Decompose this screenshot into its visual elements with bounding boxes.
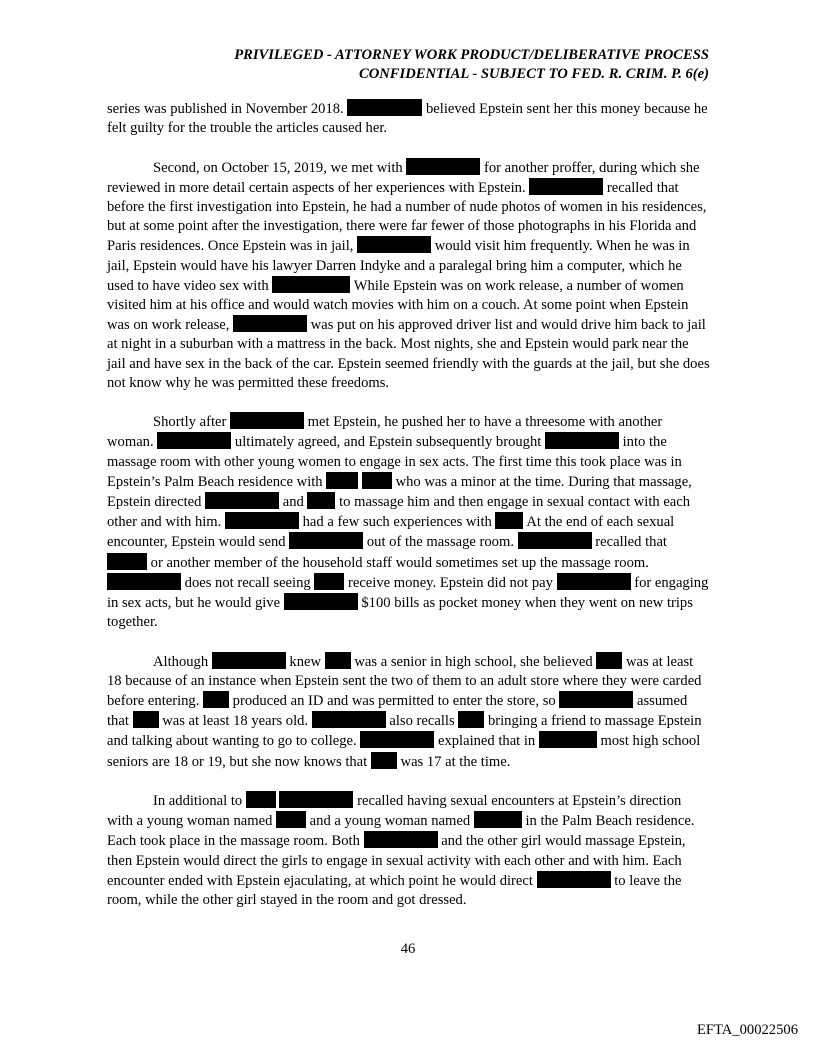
text-run: recalled that <box>591 534 667 551</box>
redaction-box <box>474 811 522 828</box>
redaction-box <box>284 593 358 610</box>
paragraph-1 <box>107 99 710 138</box>
text-run: Although <box>153 653 212 670</box>
text-run: or another member of the household staff would sometimes set up the massage room. <box>147 554 649 571</box>
paragraph-4 <box>107 652 710 772</box>
text-run: Shortly after <box>153 414 231 431</box>
text-run: to leave the room, while the other girl stayed in the room and got dressed. <box>107 872 682 909</box>
text-run: and the other girl would massage Epstein, then Epstein would direct the girls to engage in sexual activity with each other and with him. Each encounter ended with Epstein ejaculating, at which point he would direct <box>107 833 686 889</box>
redaction-box <box>406 158 480 175</box>
redaction-box <box>246 791 276 808</box>
redaction-box <box>212 652 286 669</box>
redaction-box <box>518 532 592 549</box>
document-id: EFTA_00022506 <box>697 1022 798 1038</box>
text-run: recalled that before the first investigation into Epstein, he had a number of nude photos of women in his residences, but at some point after the investigation, there were far fewer of those photographs in his Florida and Paris residences. Once Epstein was in jail, <box>107 179 707 255</box>
text-run: out of the massage room. <box>363 534 518 551</box>
text-run: met Epstein, he pushed her to have a threesome with another woman. <box>107 414 663 451</box>
redaction-box <box>107 553 147 570</box>
text-run: was a senior in high school, she believed <box>350 653 597 670</box>
paragraph-5 <box>107 791 710 910</box>
text-run: explained that in <box>434 733 539 750</box>
redaction-box <box>326 472 358 489</box>
redaction-box <box>289 532 363 549</box>
text-run: and <box>279 494 308 511</box>
text-run: Second, on October 15, 2019, we met with <box>153 159 407 176</box>
text-run: was put on his approved driver list and would drive him back to jail at night in a suburban with a mattress in the back. Most nights, she and Epstein would park near the jail and have sex in the back of the car. Epstein seemed friendly with the guards at the jail, but she does not know why he was permitted these freedoms. <box>107 317 710 391</box>
text-run: most high school seniors are 18 or 19, but she now knows that <box>107 733 701 770</box>
redaction-box <box>205 492 279 509</box>
text-run: who was a minor at the time. During that massage, Epstein directed <box>107 473 692 511</box>
redaction-box <box>545 432 619 449</box>
redaction-box <box>539 731 597 748</box>
redaction-box <box>230 412 304 429</box>
text-run: in the Palm Beach residence. Each took place in the massage room. Both <box>107 813 695 850</box>
redaction-box <box>312 711 386 728</box>
header-line-1: PRIVILEGED - ATTORNEY WORK PRODUCT/DELIBERATIVE PROCESS <box>234 47 709 63</box>
redaction-box <box>107 573 181 590</box>
text-run: $100 bills as pocket money when they went on new trips together. <box>107 595 693 631</box>
text-run: While Epstein was on work release, a number of women visited him at his office and would watch movies with him on a couch. At some point when Epstein was on work release, <box>107 277 689 334</box>
text-run: produced an ID and was permitted to enter the store, so <box>229 693 560 710</box>
redaction-box <box>276 811 306 828</box>
redaction-box <box>203 691 229 708</box>
text-run: was at least 18 because of an instance when Epstein sent the two of them to an adult store where they were carded before entering. <box>107 653 702 710</box>
redaction-box <box>225 512 299 529</box>
privilege-header <box>234 46 709 84</box>
text-run: to massage him and then engage in sexual contact with each other and with him. <box>107 494 691 531</box>
redaction-box <box>157 432 231 449</box>
redaction-box <box>357 236 431 253</box>
text-run: for engaging in sex acts, but he would give <box>107 574 709 612</box>
text-run: series was published in November 2018. <box>107 101 348 117</box>
paragraph-2 <box>107 158 710 393</box>
page-number: 46 <box>400 941 416 957</box>
header-line-2: CONFIDENTIAL - SUBJECT TO FED. R. CRIM. P. 6(e) <box>358 66 709 82</box>
text-run: knew <box>285 653 325 670</box>
text-run: and a young woman named <box>306 813 474 830</box>
redaction-box <box>233 315 307 332</box>
text-run: assumed that <box>107 693 688 730</box>
text-run: would visit him frequently. When he was in jail, Epstein would have his lawyer Darren Indyke and a paralegal bring him a computer, which he used to have video sex with <box>107 238 690 294</box>
document-body <box>107 99 710 929</box>
text-run: for another proffer, during which she reviewed in more detail certain aspects of her experiences with Epstein. <box>107 159 700 196</box>
redaction-box <box>307 492 335 509</box>
text-run: was at least 18 years old. <box>158 713 312 730</box>
redaction-box <box>495 512 523 529</box>
redaction-box <box>360 731 434 748</box>
redaction-box <box>537 871 611 888</box>
text-run: does not recall seeing <box>181 574 315 591</box>
text-run: In additional to <box>153 793 246 810</box>
redaction-box <box>362 472 392 489</box>
text-run: bringing a friend to massage Epstein and talking about wanting to go to college. <box>107 713 702 750</box>
redaction-box <box>529 178 603 195</box>
text-run: recalled having sexual encounters at Epstein’s direction with a young woman named <box>107 793 682 830</box>
redaction-box <box>371 752 397 769</box>
redaction-box <box>314 573 344 590</box>
redaction-box <box>272 276 350 293</box>
redaction-box <box>279 791 353 808</box>
redaction-box <box>364 831 438 848</box>
paragraph-3 <box>107 412 710 632</box>
text-run: was 17 at the time. <box>396 753 511 770</box>
text-run: receive money. Epstein did not pay <box>344 574 557 591</box>
redaction-box <box>557 573 631 590</box>
text-run: also recalls <box>385 713 459 730</box>
redaction-box <box>596 652 622 669</box>
redaction-box <box>458 711 484 728</box>
text-run: At the end of each sexual encounter, Epstein would send <box>107 514 675 551</box>
redaction-box <box>325 652 351 669</box>
redaction-box <box>559 691 633 708</box>
text-run: believed Epstein sent her this money because he felt guilty for the trouble the articles caused her. <box>107 101 708 137</box>
redaction-box <box>133 711 159 728</box>
redaction-box <box>347 99 422 116</box>
text-run: had a few such experiences with <box>298 514 496 531</box>
text-run: into the massage room with other young women to engage in sex acts. The first time this took place was in Epstein’s Palm Beach residence with <box>107 434 682 490</box>
text-run: ultimately agreed, and Epstein subsequently brought <box>231 434 545 451</box>
